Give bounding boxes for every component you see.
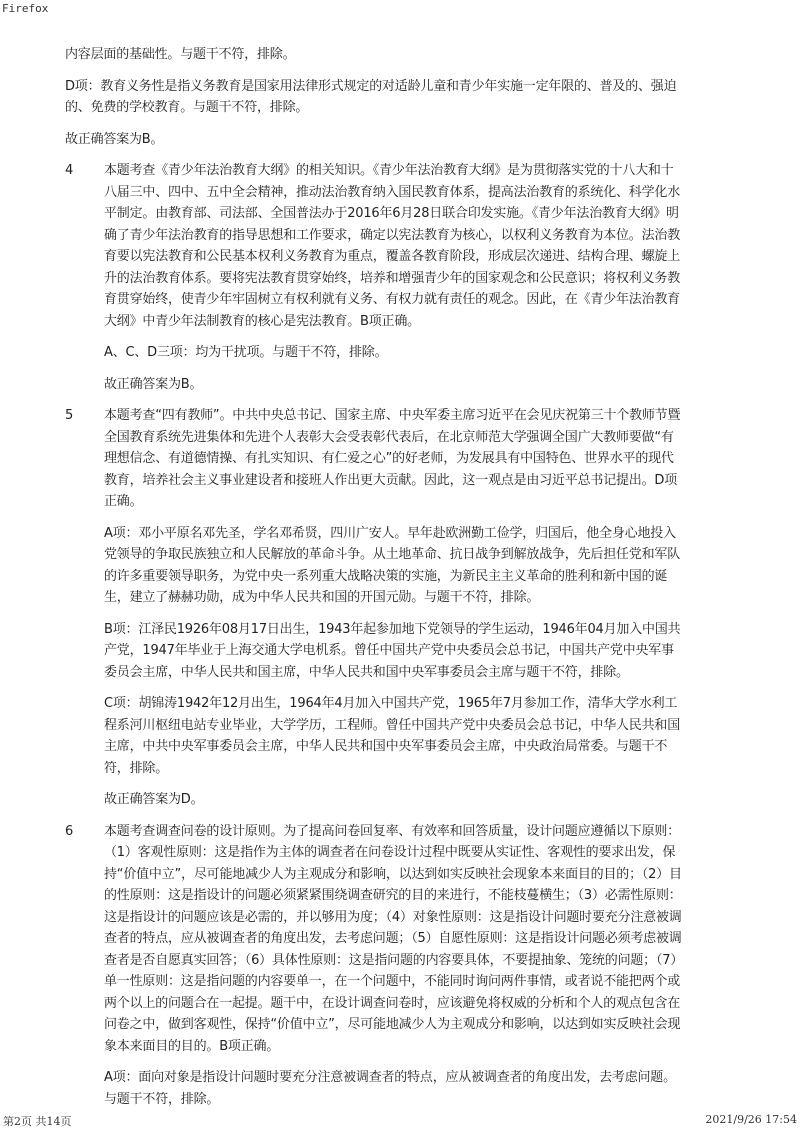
question-item-4 <box>65 160 685 395</box>
intro-paragraph: D项：教育义务性是指义务教育是国家用法律形式规定的对适龄儿童和青少年实施一定年限的、普及的、强迫的、免费的学校教育。与题干不符，排除。 <box>65 78 677 115</box>
question-number: 6 <box>65 823 74 839</box>
question-number: 4 <box>65 163 74 178</box>
question-paragraph: A项：邓小平原名邓先圣，学名邓希贤，四川广安人。早年赴欧洲勤工俭学，归国后，他全身心地投入党领导的争取民族独立和人民解放的革命斗争。从土地革命、抗日战争到解放战争，先后担任党和军队的许多重要领导职务，为党中央一系列重大战略决策的实施，为新民主主义革命的胜利和新中国的诞生，建立了赫赫功勋，成为中华人民共和国的开国元勋。与题干不符，排除。 <box>104 525 681 605</box>
question-item-6 <box>65 821 685 1111</box>
question-paragraph: A、C、D三项：均为干扰项。与题干不符，排除。 <box>104 345 388 360</box>
question-paragraph: C项：胡锦涛1942年12月出生，1964年4月加入中国共产党，1965年7月参加工作，清华大学水利工程系河川枢纽电站专业毕业，大学学历，工程师。曾任中国共产党中央委员会总书记，中华人民共和国主席，中共中央军事委员会主席，中华人民共和国中央军事委员会主席，中央政治局常委。与题干不符，排除。 <box>104 696 681 776</box>
question-paragraph: B项：江泽民1926年08月17日出生，1943年起参加地下党领导的学生运动，1946年04月加入中国共产党，1947年毕业于上海交通大学电机系。曾任中国共产党中央委员会总书记，中国共产党中央军事委员会主席，中华人民共和国主席，中华人民共和国中央军事委员会主席与题干不符，排除。 <box>104 621 681 680</box>
document-content <box>65 44 685 1120</box>
question-answer: 故正确答案为B。 <box>104 376 203 392</box>
question-paragraph: 本题考查调查问卷的设计原则。为了提高问卷回复率、有效率和回答质量，设计问题应遵循以下原则：（1）客观性原则：这是指作为主体的调查者在问卷设计过程中既要从实证性、客观性的要求出发，保持“价值中立”，尽可能地减少人为主观成分和影响，以达到如实反映社会现象本来面目的目的；（2）目的性原则：这是指设计的问题必须紧紧围绕调查研究的目的来进行，不能枝蔓横生；（3）必需性原则：这是指设计的问题应该是必需的，并以够用为度；（4）对象性原则：这是指设计问题时要充分注意被调查者的特点，应从被调查者的角度出发，去考虑问题；（5）自愿性原则：这是指设计问题必须考虑被调查者是否自愿真实回答；（6）具体性原则：这是指问题的内容要具体，不要提抽象、笼统的问题；（7）单一性原则：这是指问题的内容要单一，在一个问题中，不能同时询问两件事情，或者说不能把两个或两个以上的问题合在一起提。题干中，在设计调查问卷时，应该避免将权威的分析和个人的观点包含在问卷之中，做到客观性，保持“价值中立”，尽可能地减少人为主观成分和影响，以达到如实反映社会现象本来面目的目的。B项正确。 <box>104 823 684 1054</box>
question-paragraph: 本题考查“四有教师”。中共中央总书记、国家主席、中央军委主席习近平在会见庆祝第三十个教师节暨全国教育系统先进集体和先进个人表彰大会受表彰代表后，在北京师范大学强调全国广大教师要做“有理想信念、有道德情操、有扎实知识、有仁爱之心”的好老师，为发展具有中国特色、世界水平的现代教育，培养社会主义事业建设者和接班人作出更大贡献。因此，这一观点是由习近平总书记提出。D项正确。 <box>104 408 681 509</box>
question-answer: 故正确答案为D。 <box>104 792 204 807</box>
question-paragraph: A项：面向对象是指设计问题时要充分注意被调查者的特点，应从被调查者的角度出发，去考虑问题。与题干不符，排除。 <box>104 1070 676 1107</box>
question-paragraph: 本题考查《青少年法治教育大纲》的相关知识。《青少年法治教育大纲》是为贯彻落实党的十八大和十八届三中、四中、五中全会精神，推动法治教育纳入国民教育体系，提高法治教育的系统化、科学化水平制定。由教育部、司法部、全国普法办于2016年6月28日联合印发实施。《青少年法治教育大纲》明确了青少年法治教育的指导思想和工作要求，确定以宪法教育为核心，以权利义务教育为本位。法治教育要以宪法教育和公民基本权利义务教育为重点，覆盖各教育阶段，形成层次递进、结构合理、螺旋上升的法治教育体系。要将宪法教育贯穿始终，培养和增强青少年的国家观念和公民意识；将权利义务教育贯穿始终，使青少年牢固树立有权利就有义务、有权力就有责任的观念。因此，在《青少年法治教育大纲》中青少年法制教育的核心是宪法教育。B项正确。 <box>104 163 681 329</box>
question-number: 5 <box>65 408 74 423</box>
print-footer <box>0 1113 800 1129</box>
intro-answer: 故正确答案为B。 <box>65 131 164 147</box>
print-datetime: 2021/9/26 17:54 <box>705 1113 797 1126</box>
page-info: 第2页 共14页 <box>3 1115 72 1128</box>
browser-title: Firefox <box>2 2 49 15</box>
intro-paragraph: 内容层面的基础性。与题干不符，排除。 <box>65 47 296 62</box>
question-item-5 <box>65 405 685 811</box>
